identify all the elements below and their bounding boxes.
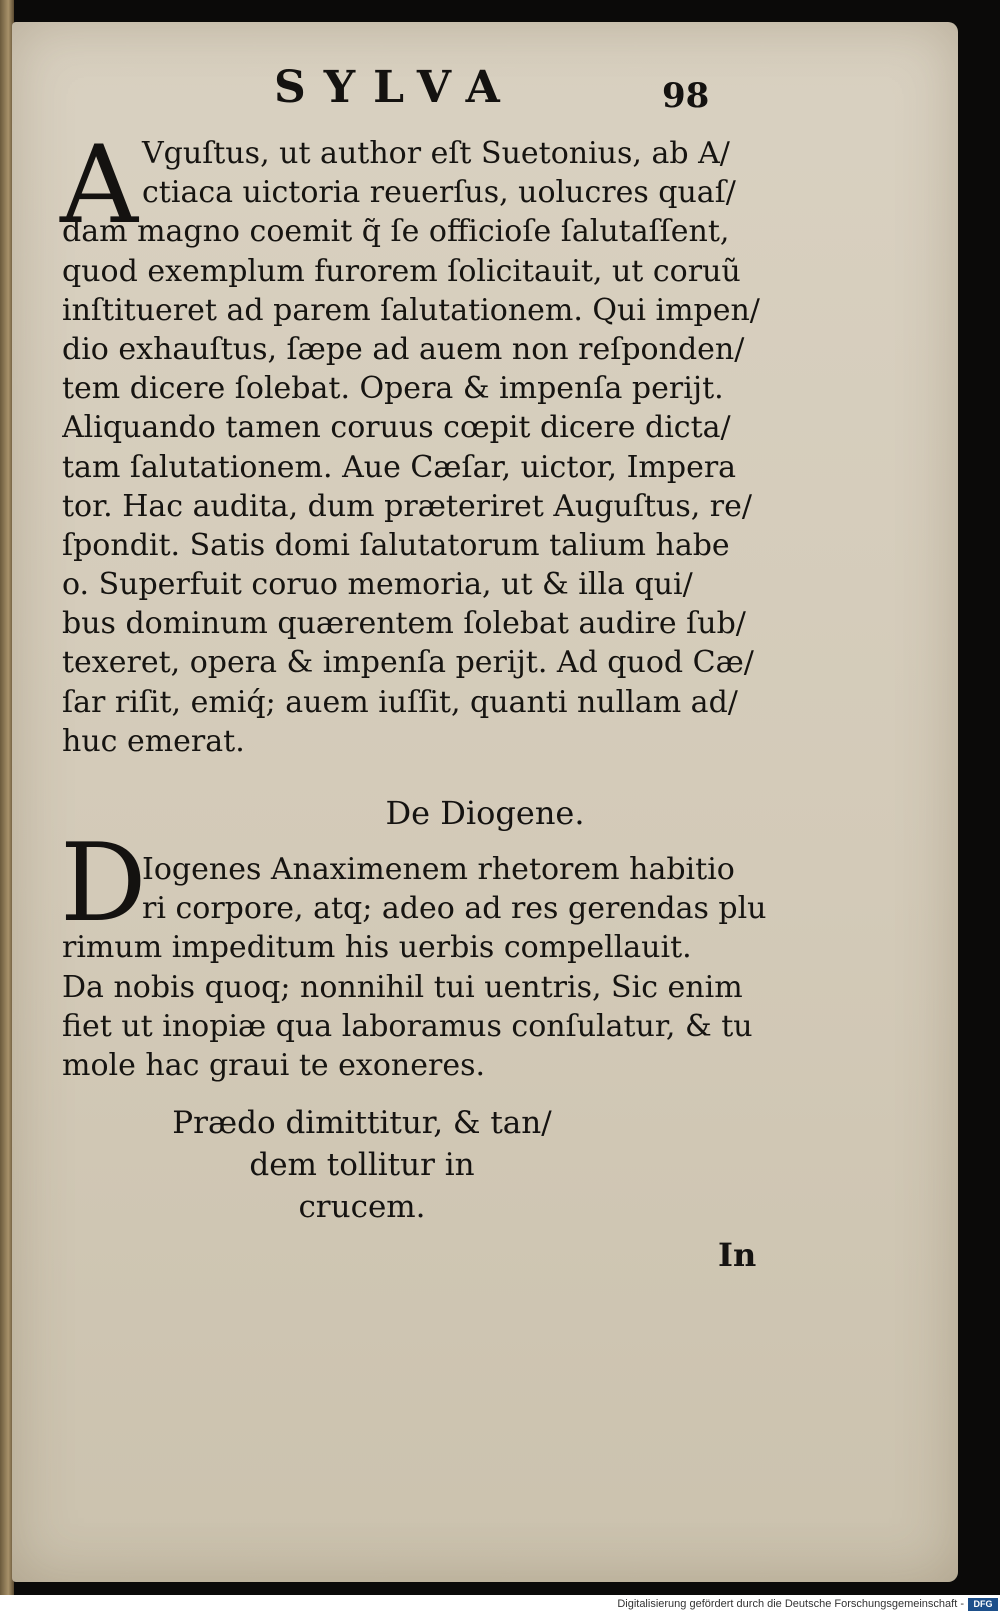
- footer-credit: Digitalisierung gefördert durch die Deutsche Forschungsgemeinschaft -: [617, 1598, 964, 1610]
- text-line: Iogenes Anaximenem rhetorem habitio: [142, 852, 735, 887]
- page-number: 98: [662, 76, 710, 116]
- text-line: rimum impeditum his uerbis compellauit.: [62, 930, 692, 966]
- verse-line: crucem.: [298, 1189, 426, 1225]
- running-head-title: SYLVA: [274, 62, 518, 113]
- text-line: Aliquando tamen coruus cœpit dicere dicta/: [62, 410, 731, 446]
- text-line: quod exemplum furorem ſolicitauit, ut coruũ: [62, 253, 741, 289]
- book-page: [12, 22, 958, 1582]
- text-line: tem dicere ſolebat. Opera & impenſa perijt.: [62, 371, 724, 407]
- verse-line: Prædo dimittitur, & tan/: [172, 1105, 552, 1141]
- text-line: ri corpore, atq; adeo ad res gerendas plu: [142, 891, 767, 927]
- text-line: dio exhauſtus, ſæpe ad auem non reſponden/: [62, 331, 745, 367]
- text-line: dam magno coemit q̃ ſe officioſe ſalutaſſent,: [62, 214, 730, 250]
- drop-cap-d: D: [60, 821, 147, 946]
- digitization-footer: [0, 1596, 1000, 1615]
- text-line: bus dominum quærentem ſolebat audire ſub/: [62, 606, 746, 642]
- text-line: fiet ut inopiæ qua laboramus conſulatur, & tu: [62, 1008, 753, 1044]
- moral-verse: [12, 1102, 712, 1228]
- text-line: tam ſalutationem. Aue Cæſar, uictor, Impera: [62, 449, 737, 485]
- text-line: Vguſtus, ut author eſt Suetonius, ab A/: [142, 136, 730, 171]
- text-line: Da nobis quoq; nonnihil tui uentris, Sic enim: [62, 969, 743, 1005]
- text-line: huc emerat.: [62, 723, 245, 759]
- text-line: texeret, opera & impenſa perijt. Ad quod Cæ/: [62, 645, 754, 681]
- text-line: tor. Hac audita, dum præteriret Auguſtus, re/: [62, 488, 752, 524]
- section-heading: De Diogene.: [385, 794, 585, 832]
- text-line: ſar riſit, emiq́; auem iuſſit, quanti nullam ad/: [62, 684, 738, 720]
- text-line: inſtitueret ad parem ſalutationem. Qui impen/: [62, 292, 760, 328]
- dfg-logo: DFG: [968, 1598, 998, 1611]
- text-line: o. Superfuit coruo memoria, ut & illa qui/: [62, 567, 693, 603]
- text-line: ſpondit. Satis domi ſalutatorum talium habe: [62, 527, 730, 563]
- catchword: In: [718, 1236, 757, 1274]
- text-line: mole hac graui te exoneres.: [62, 1047, 486, 1083]
- paragraph-diogenes: [62, 850, 802, 1085]
- text-line: ctiaca uictoria reuerſus, uolucres quaſ/: [142, 175, 736, 211]
- running-head: [12, 62, 958, 132]
- verse-line: dem tollitur in: [249, 1147, 475, 1183]
- paragraph-augustus: [60, 123, 802, 761]
- drop-cap-a: A: [60, 123, 138, 248]
